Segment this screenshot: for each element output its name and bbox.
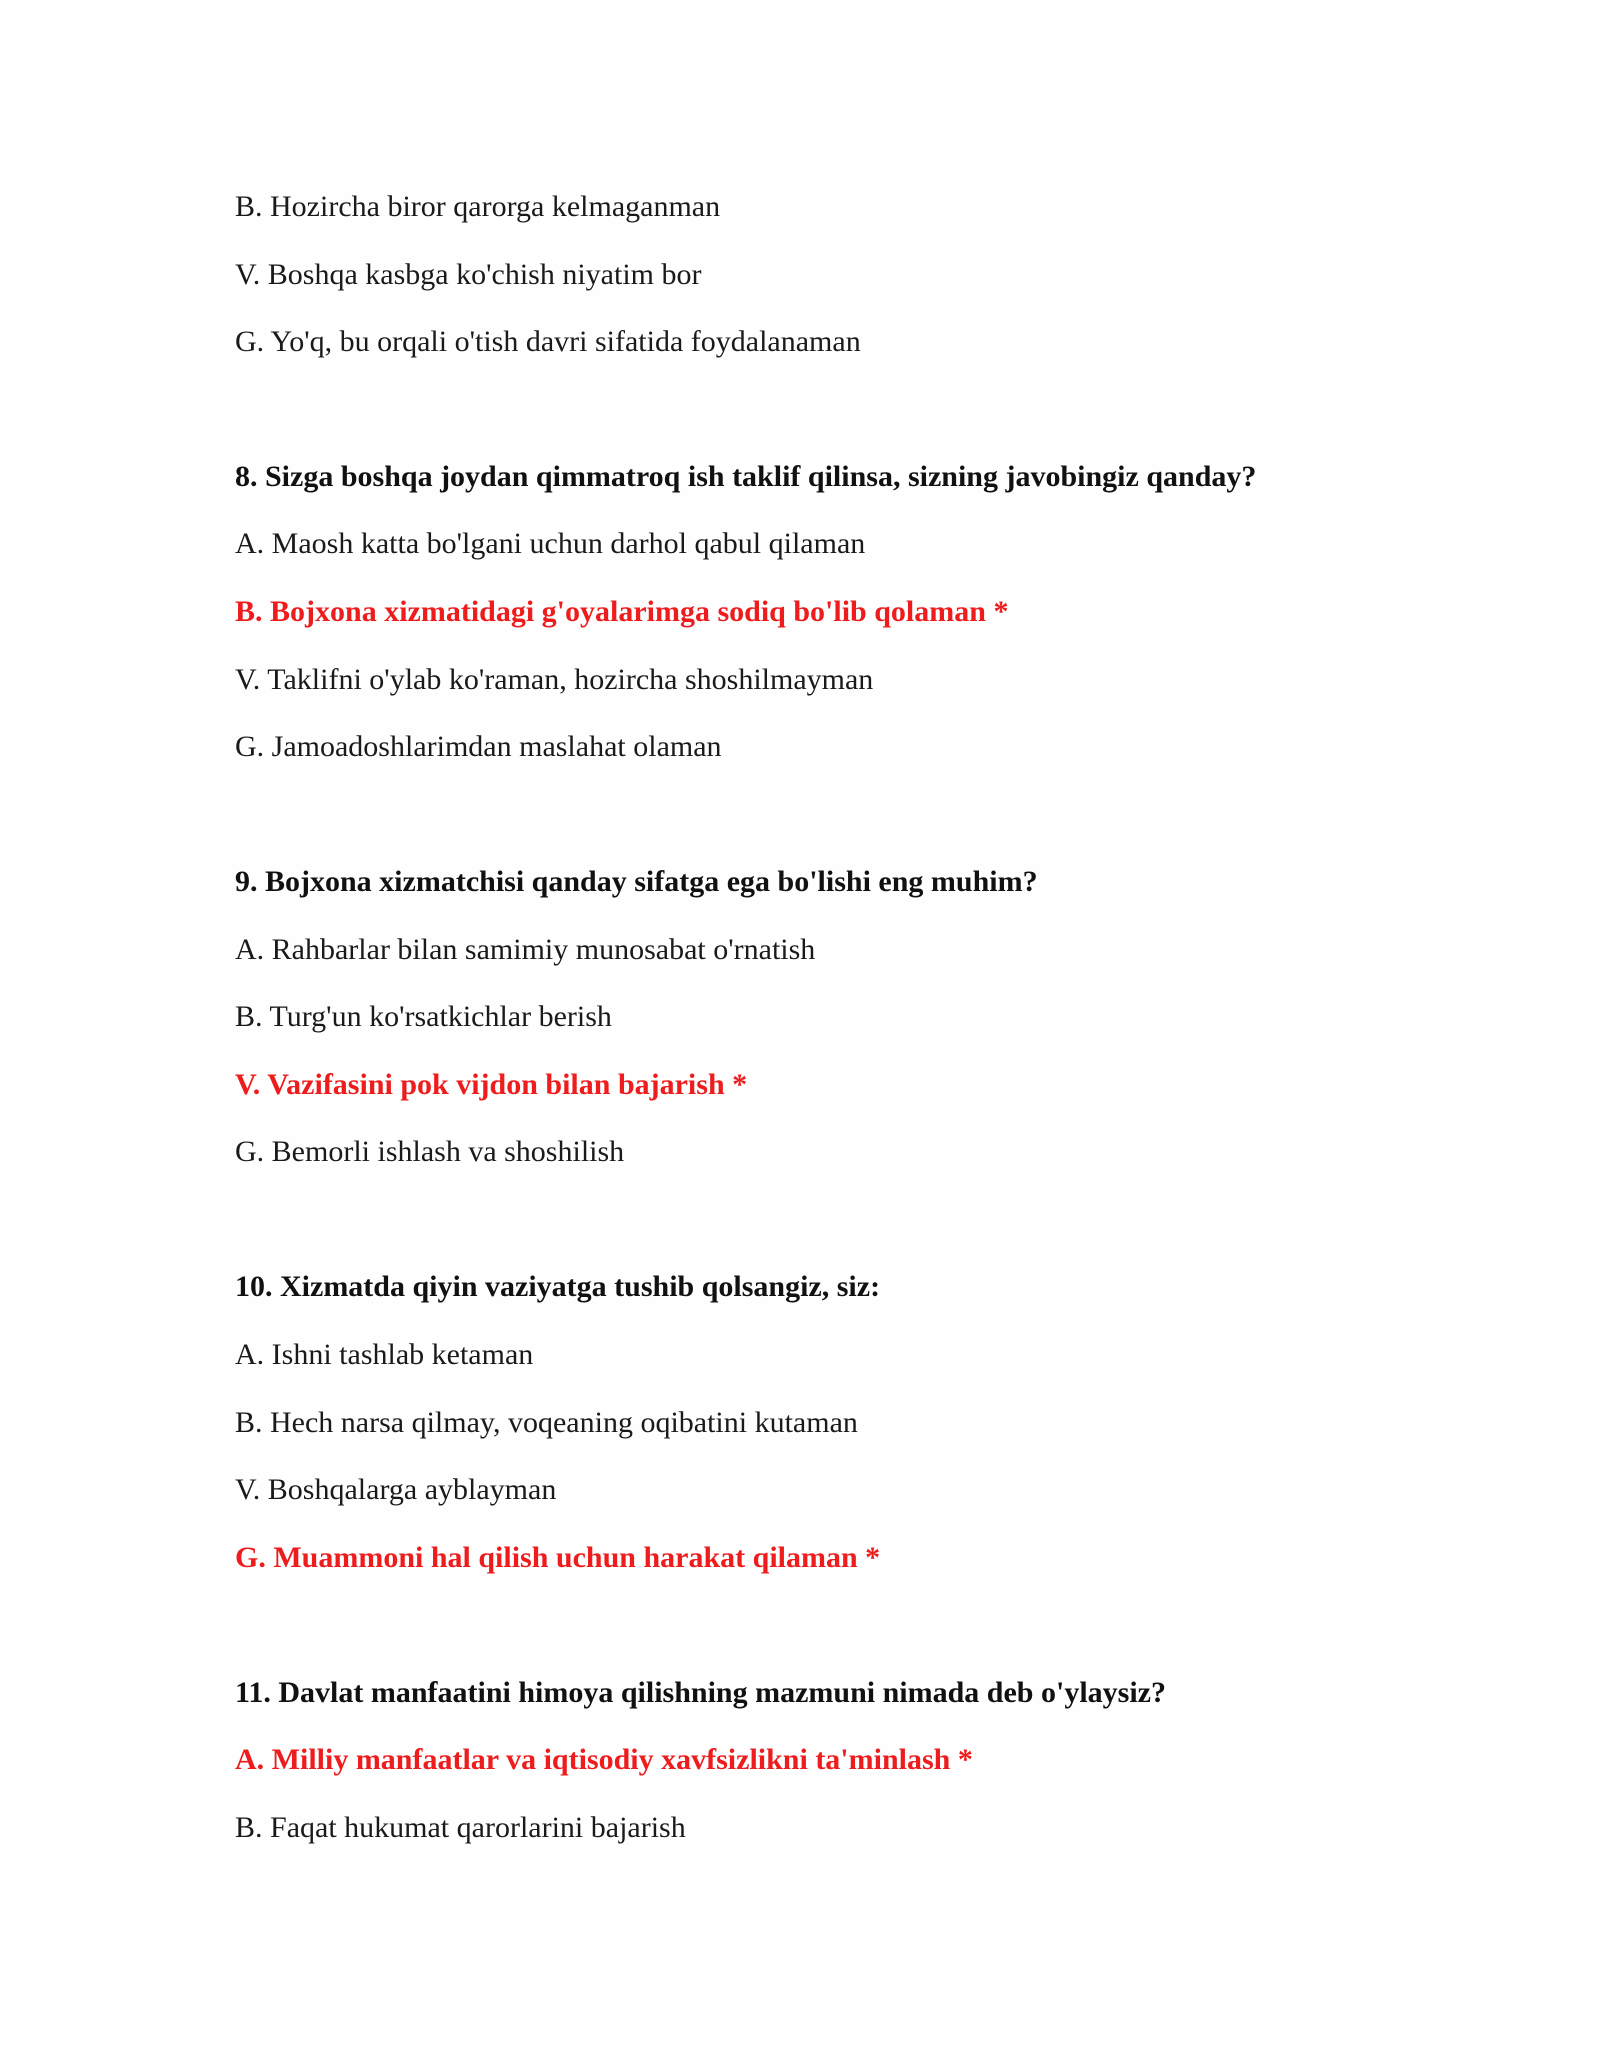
correct-answer-option: G. Muammoni hal qilish uchun harakat qilaman *	[235, 1541, 881, 1574]
option-v: V. Boshqalarga ayblayman	[235, 1473, 557, 1506]
option-g: G. Bemorli ishlash va shoshilish	[235, 1135, 625, 1168]
option-v: V. Taklifni o'ylab ko'raman, hozircha shoshilmayman	[235, 663, 874, 696]
option-g: G. Jamoadoshlarimdan maslahat olaman	[235, 730, 722, 763]
correct-answer-option: B. Bojxona xizmatidagi g'oyalarimga sodiq bo'lib qolaman *	[235, 595, 1009, 628]
question-9-text: 9. Bojxona xizmatchisi qanday sifatga ega bo'lishi eng muhim?	[235, 865, 1038, 898]
correct-answer-option: V. Vazifasini pok vijdon bilan bajarish *	[235, 1068, 748, 1101]
option-b: B. Turg'un ko'rsatkichlar berish	[235, 1000, 612, 1033]
correct-answer-option: A. Milliy manfaatlar va iqtisodiy xavfsizlikni ta'minlash *	[235, 1743, 973, 1776]
option-b: B. Hech narsa qilmay, voqeaning oqibatini kutaman	[235, 1406, 858, 1439]
option-a: A. Maosh katta bo'lgani uchun darhol qabul qilaman	[235, 527, 866, 560]
option-g: G. Yo'q, bu orqali o'tish davri sifatida foydalanaman	[235, 325, 861, 358]
question-10-text: 10. Xizmatda qiyin vaziyatga tushib qolsangiz, siz:	[235, 1270, 881, 1303]
question-8-text: 8. Sizga boshqa joydan qimmatroq ish taklif qilinsa, sizning javobingiz qanday?	[235, 460, 1257, 493]
option-a: A. Rahbarlar bilan samimiy munosabat o'rnatish	[235, 933, 816, 966]
option-b: B. Hozircha biror qarorga kelmaganman	[235, 190, 721, 223]
question-11-text: 11. Davlat manfaatini himoya qilishning mazmuni nimada deb o'ylaysiz?	[235, 1676, 1166, 1709]
option-a: A. Ishni tashlab ketaman	[235, 1338, 534, 1371]
option-b: B. Faqat hukumat qarorlarini bajarish	[235, 1811, 686, 1844]
option-v: V. Boshqa kasbga ko'chish niyatim bor	[235, 258, 702, 291]
